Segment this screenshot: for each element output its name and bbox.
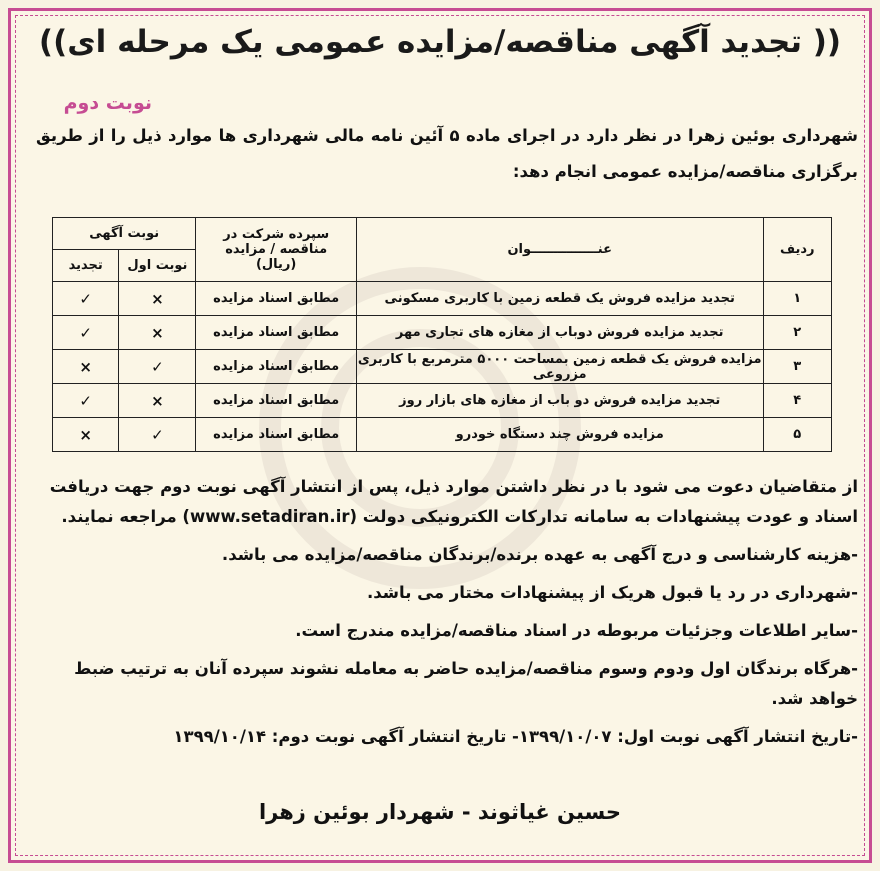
- condition-cost: -هزینه کارشناسی و درج آگهی به عهده برنده/برندگان مناقصه/مزایده می باشد.: [221, 545, 858, 564]
- condition-forfeit: -هرگاه برندگان اول ودوم وسوم مناقصه/مزایده حاضر به معامله نشوند سپرده آنان به ترتیب ضبط خواهد شد.: [74, 659, 858, 708]
- table-row: [53, 384, 832, 418]
- row-first-mark: ✓: [119, 350, 196, 384]
- signature: حسین غیاثوند - شهردار بوئین زهرا: [258, 800, 622, 824]
- table-row: [53, 316, 832, 350]
- condition-details: -سایر اطلاعات وجزئیات مربوطه در اسناد مناقصه/مزایده مندرج است.: [295, 621, 858, 640]
- row-renewal-mark: ×: [53, 418, 119, 452]
- row-first-mark: ×: [119, 384, 196, 418]
- row-deposit: مطابق اسناد مزایده: [196, 316, 357, 350]
- row-first-mark: ✓: [119, 418, 196, 452]
- row-title: تجدید مزایده فروش دوباب از مغازه های تجاری مهر: [356, 316, 763, 350]
- row-deposit: مطابق اسناد مزایده: [196, 384, 357, 418]
- row-title: مزایده فروش یک قطعه زمین بمساحت ۵۰۰۰ مترمربع با کاربری مزروعی: [357, 351, 762, 382]
- row-deposit: مطابق اسناد مزایده: [196, 350, 357, 384]
- intro-paragraph: شهرداری بوئین زهرا در نظر دارد در اجرای ماده ۵ آئین نامه مالی شهرداری ها موارد ذیل را از طریق برگزاری مناقصه/مزایده عمومی انجام دهد:: [36, 126, 858, 181]
- header-ad-round: نوبت آگهی: [53, 218, 196, 250]
- round-label: نوبت دوم: [63, 92, 152, 114]
- row-number: ۲: [763, 316, 831, 350]
- row-renewal-mark: ✓: [53, 282, 119, 316]
- header-first-round: نوبت اول: [119, 250, 196, 282]
- table-row: [53, 418, 832, 452]
- row-deposit: مطابق اسناد مزایده: [196, 418, 357, 452]
- invitation-paragraph: از متقاضیان دعوت می شود با در نظر داشتن موارد ذیل، پس از انتشار آگهی نوبت دوم جهت دریافت اسناد و عودت پیشنهادات به سامانه تدارکات الکترونیکی دولت (www.setadiran.ir) مراجعه نمایند.: [49, 477, 858, 526]
- condition-discretion: -شهرداری در رد یا قبول هریک از پیشنهادات مختار می باشد.: [366, 583, 858, 602]
- table-row: [53, 350, 832, 384]
- row-first-mark: ×: [119, 282, 196, 316]
- row-title: تجدید مزایده فروش دو باب از مغازه های بازار روز: [356, 384, 763, 418]
- items-table: [52, 217, 832, 452]
- row-deposit: مطابق اسناد مزایده: [196, 282, 357, 316]
- header-title: عنـــــــــــــــوان: [356, 218, 763, 282]
- row-number: ۵: [763, 418, 831, 452]
- row-renewal-mark: ×: [53, 350, 119, 384]
- notice-heading: (( تجدید آگهی مناقصه/مزایده عمومی یک مرحله ای)): [38, 24, 842, 60]
- row-renewal-mark: ✓: [53, 384, 119, 418]
- row-first-mark: ×: [119, 316, 196, 350]
- row-title: تجدید مزایده فروش یک قطعه زمین با کاربری مسکونی: [356, 282, 763, 316]
- header-row-number: ردیف: [763, 218, 831, 282]
- row-renewal-mark: ✓: [53, 316, 119, 350]
- publication-dates: -تاریخ انتشار آگهی نوبت اول: ۱۳۹۹/۱۰/۰۷- تاریخ انتشار آگهی نوبت دوم: ۱۳۹۹/۱۰/۱۴: [173, 727, 858, 746]
- table-row: [53, 282, 832, 316]
- header-deposit: سپرده شرکت در مناقصه / مزایده (ریال): [196, 218, 357, 282]
- row-number: ۴: [763, 384, 831, 418]
- row-number: ۱: [763, 282, 831, 316]
- row-number: ۳: [763, 350, 831, 384]
- header-renewal: تجدید: [53, 250, 119, 282]
- row-title: مزایده فروش چند دستگاه خودرو: [356, 418, 763, 452]
- conditions-section: [36, 472, 858, 760]
